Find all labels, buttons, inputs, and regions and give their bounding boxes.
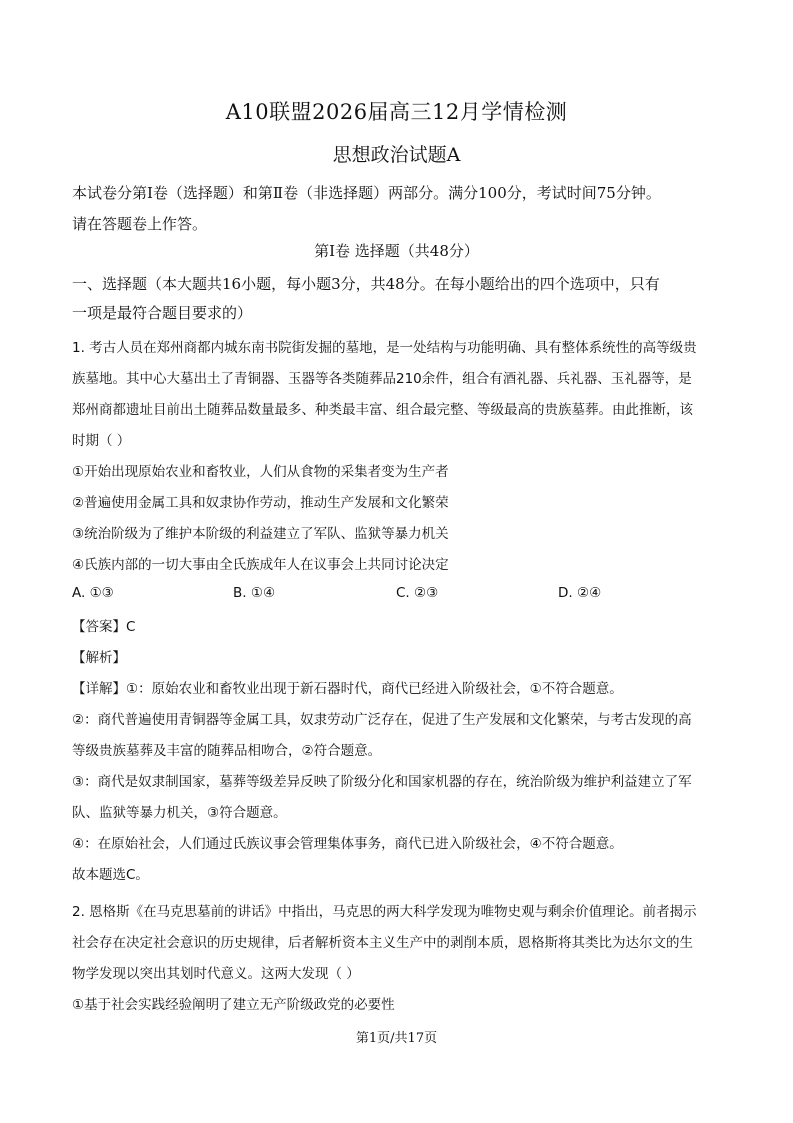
option-d: D. ②④ <box>558 585 602 601</box>
option-a: A. ①③ <box>72 585 114 601</box>
conclusion: 故本题选C。 <box>72 867 149 883</box>
question-1 <box>72 333 724 581</box>
question-2 <box>72 897 724 1021</box>
question-stem: 物学发现以突出其划时代意义。这两大发现（ ） <box>72 966 360 982</box>
analysis-line: 等级贵族墓葬及丰富的随葬品相吻合，②符合题意。 <box>72 743 382 759</box>
answer: 【答案】C <box>72 619 136 635</box>
analysis-label: 【解析】 <box>72 650 126 666</box>
statement: ④氏族内部的一切大事由全氏族成年人在议事会上共同讨论决定 <box>72 557 449 573</box>
option-c: C. ②③ <box>396 585 439 601</box>
statement: ①开始出现原始农业和畜牧业，人们从食物的采集者变为生产者 <box>72 464 449 480</box>
exam-subtitle: 思想政治试题A <box>332 144 461 166</box>
question-stem: 1. 考古人员在郑州商都内城东南书院街发掘的墓地，是一处结构与功能明确、具有整体系统性的高等级贵 <box>72 340 697 356</box>
analysis-line: ③：商代是奴隶制国家，墓葬等级差异反映了阶级分化和国家机器的存在，统治阶级为维护利益建立了军 <box>72 774 692 790</box>
question-stem: 郑州商都遗址目前出土随葬品数量最多、种类最丰富、组合最完整、等级最高的贵族墓葬。由此推断，该 <box>72 402 693 418</box>
exam-title: A10联盟2026届高三12月学情检测 <box>225 100 568 124</box>
intro-line: 本试卷分第Ⅰ卷（选择题）和第Ⅱ卷（非选择题）两部分。满分100分，考试时间75分钟。 <box>72 184 661 202</box>
section-heading: 第Ⅰ卷 选择题（共48分） <box>314 242 479 260</box>
part-line: 一项是最符合题目要求的） <box>72 304 253 322</box>
option-b: B. ①④ <box>233 585 276 601</box>
question-stem: 社会存在决定社会意识的历史规律，后者解析资本主义生产中的剥削本质，恩格斯将其类比为达尔文的生 <box>72 935 693 951</box>
answer-analysis-1 <box>72 612 724 891</box>
exam-intro <box>72 178 724 240</box>
analysis-line: 【详解】①：原始农业和畜牧业出现于新石器时代，商代已经进入阶级社会，①不符合题意。 <box>72 681 623 697</box>
question-stem: 族墓地。其中心大墓出土了青铜器、玉器等各类随葬品210余件，组合有酒礼器、兵礼器、玉礼器等，是 <box>72 371 692 387</box>
part-line: 一、选择题（本大题共16小题，每小题3分，共48分。在每小题给出的四个选项中，只有 <box>72 275 660 293</box>
question-stem: 时期（ ） <box>72 433 131 449</box>
part-instructions <box>72 270 724 328</box>
statement: ①基于社会实践经验阐明了建立无产阶级政党的必要性 <box>72 997 395 1013</box>
analysis-line: 队、监狱等暴力机关，③符合题意。 <box>72 805 287 821</box>
statement: ②普遍使用金属工具和奴隶协作劳动，推动生产发展和文化繁荣 <box>72 495 449 511</box>
page-number: 第1页/共17页 <box>355 1031 438 1046</box>
question-stem: 2. 恩格斯《在马克思墓前的讲话》中指出，马克思的两大科学发现为唯物史观与剩余价值理论。前者揭示 <box>72 904 697 920</box>
analysis-line: ②：商代普遍使用青铜器等金属工具，奴隶劳动广泛存在，促进了生产发展和文化繁荣，与考古发现的高 <box>72 712 692 728</box>
intro-line: 请在答题卷上作答。 <box>72 215 208 233</box>
statement: ③统治阶级为了维护本阶级的利益建立了军队、监狱等暴力机关 <box>72 526 449 542</box>
analysis-line: ④：在原始社会，人们通过氏族议事会管理集体事务，商代已进入阶级社会，④不符合题意。 <box>72 836 623 852</box>
